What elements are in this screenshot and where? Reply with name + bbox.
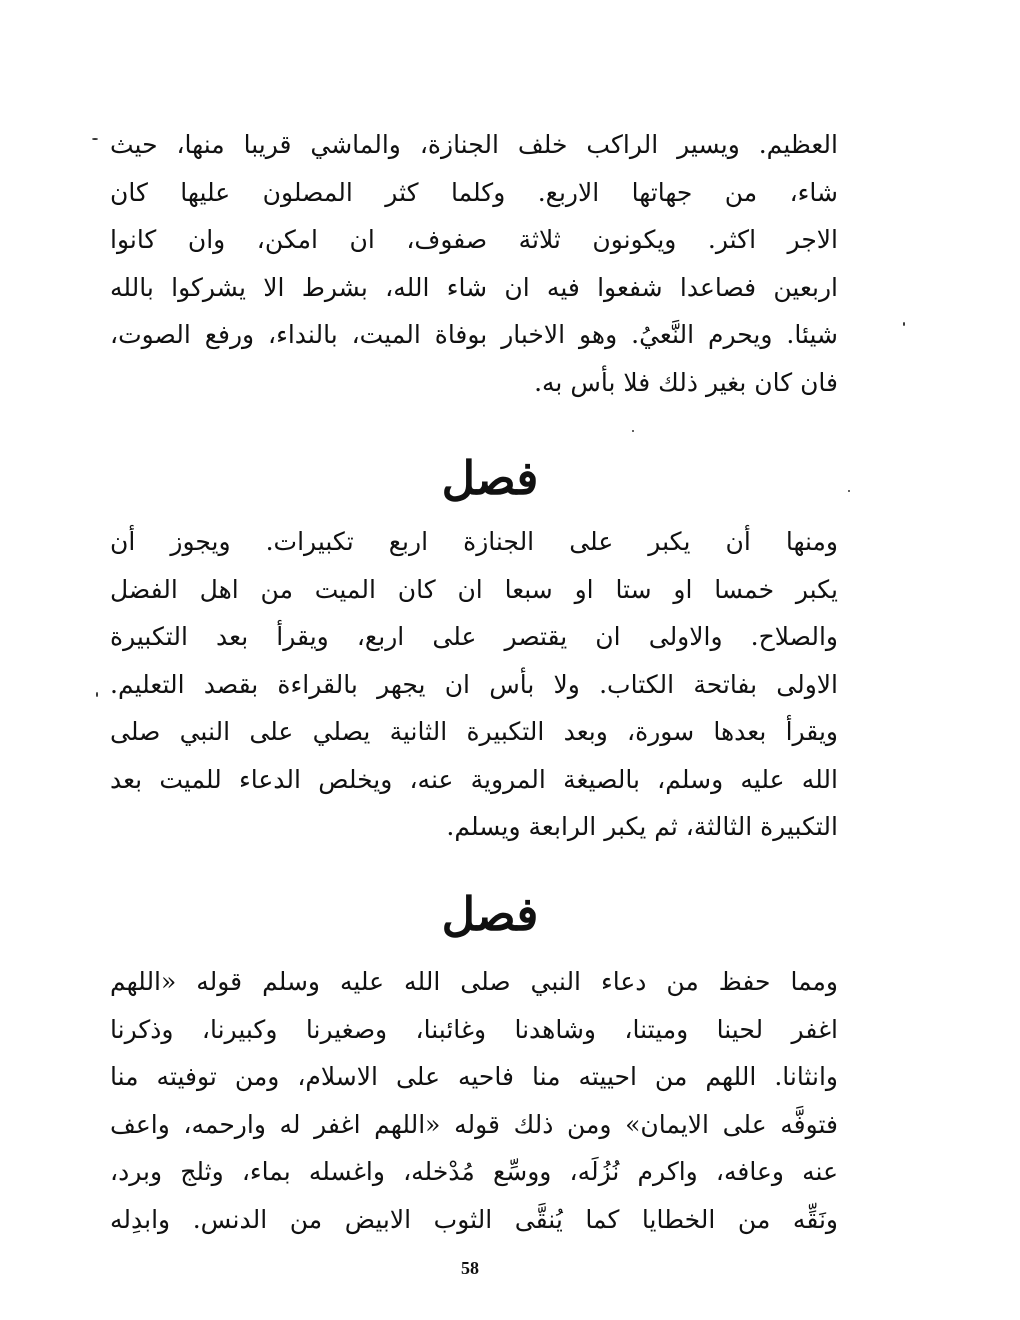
scan-speck — [92, 138, 98, 140]
paragraph-2-line-3: والصلاح. والاولى ان يقتصر على اربع، ويقرأ بعد التكبيرة — [110, 622, 838, 651]
section-heading-1: فصل — [441, 451, 539, 505]
paragraph-3-line-5: عنه وعافه، واكرم نُزُلَه، ووسِّع مُدْخله، واغسله بماء، وثلج وبرد، — [110, 1157, 838, 1186]
paragraph-2-line-5: ويقرأ بعدها سورة، وبعد التكبيرة الثانية يصلي على النبي صلى — [110, 717, 838, 746]
paragraph-3-line-2: اغفر لحينا وميتنا، وشاهدنا وغائبنا، وصغيرنا وكبيرنا، وذكرنا — [110, 1014, 838, 1044]
scan-speck — [96, 692, 98, 697]
paragraph-3 — [110, 958, 838, 1243]
scan-speck — [903, 322, 905, 326]
paragraph-3-line-6: ونَقِّه من الخطايا كما يُنقَّى الثوب الابيض من الدنس. وابدِله — [110, 1204, 838, 1234]
paragraph-2-line-2: يكبر خمسا او ستا او سبعا ان كان الميت من اهل الفضل — [110, 574, 838, 604]
paragraph-2-line-1: ومنها أن يكبر على الجنازة اربع تكبيرات. ويجوز أن — [110, 527, 838, 556]
paragraph-1 — [110, 121, 838, 406]
page-number: 58 — [461, 1258, 479, 1278]
paragraph-1-line-3: الاجر اكثر. ويكونون ثلاثة صفوف، ان امكن، وان كانوا — [110, 225, 838, 254]
paragraph-3-line-3: وانثانا. اللهم من احييته منا فاحيه على الاسلام، ومن توفيته منا — [110, 1062, 838, 1091]
paragraph-2-line-7: التكبيرة الثالثة، ثم يكبر الرابعة ويسلم. — [446, 812, 838, 841]
paragraph-3-line-1: ومما حفظ من دعاء النبي صلى الله عليه وسلم قوله «اللهم — [110, 967, 838, 996]
paragraph-1-line-4: اربعين فصاعدا شفعوا فيه ان شاء الله، بشرط الا يشركوا بالله — [110, 272, 838, 302]
paragraph-2-line-4: الاولى بفاتحة الكتاب. ولا بأس ان يجهر بالقراءة بقصد التعليم. — [110, 669, 838, 699]
paragraph-1-line-2: شاء، من جهاتها الاربع. وكلما كثر المصلون عليها كان — [110, 177, 838, 207]
scan-speck — [632, 430, 634, 432]
paragraph-1-line-5: شيئا. ويحرم النَّعيُ. وهو الاخبار بوفاة الميت، بالنداء، ورفع الصوت، — [110, 320, 838, 349]
paragraph-1-line-6: فان كان بغير ذلك فلا بأس به. — [534, 367, 838, 397]
paragraph-3-line-4: فتوفَّه على الايمان» ومن ذلك قوله «اللهم اغفر له وارحمه، واعف — [110, 1109, 838, 1139]
scan-speck — [848, 490, 850, 492]
section-heading-2: فصل — [441, 887, 539, 941]
paragraph-2-line-6: الله عليه وسلم، بالصيغة المروية عنه، ويخلص الدعاء للميت بعد — [110, 764, 838, 794]
paragraph-1-line-1: العظيم. ويسير الراكب خلف الجنازة، والماشي قريبا منها، حيث — [110, 130, 838, 159]
paragraph-2 — [110, 518, 838, 851]
